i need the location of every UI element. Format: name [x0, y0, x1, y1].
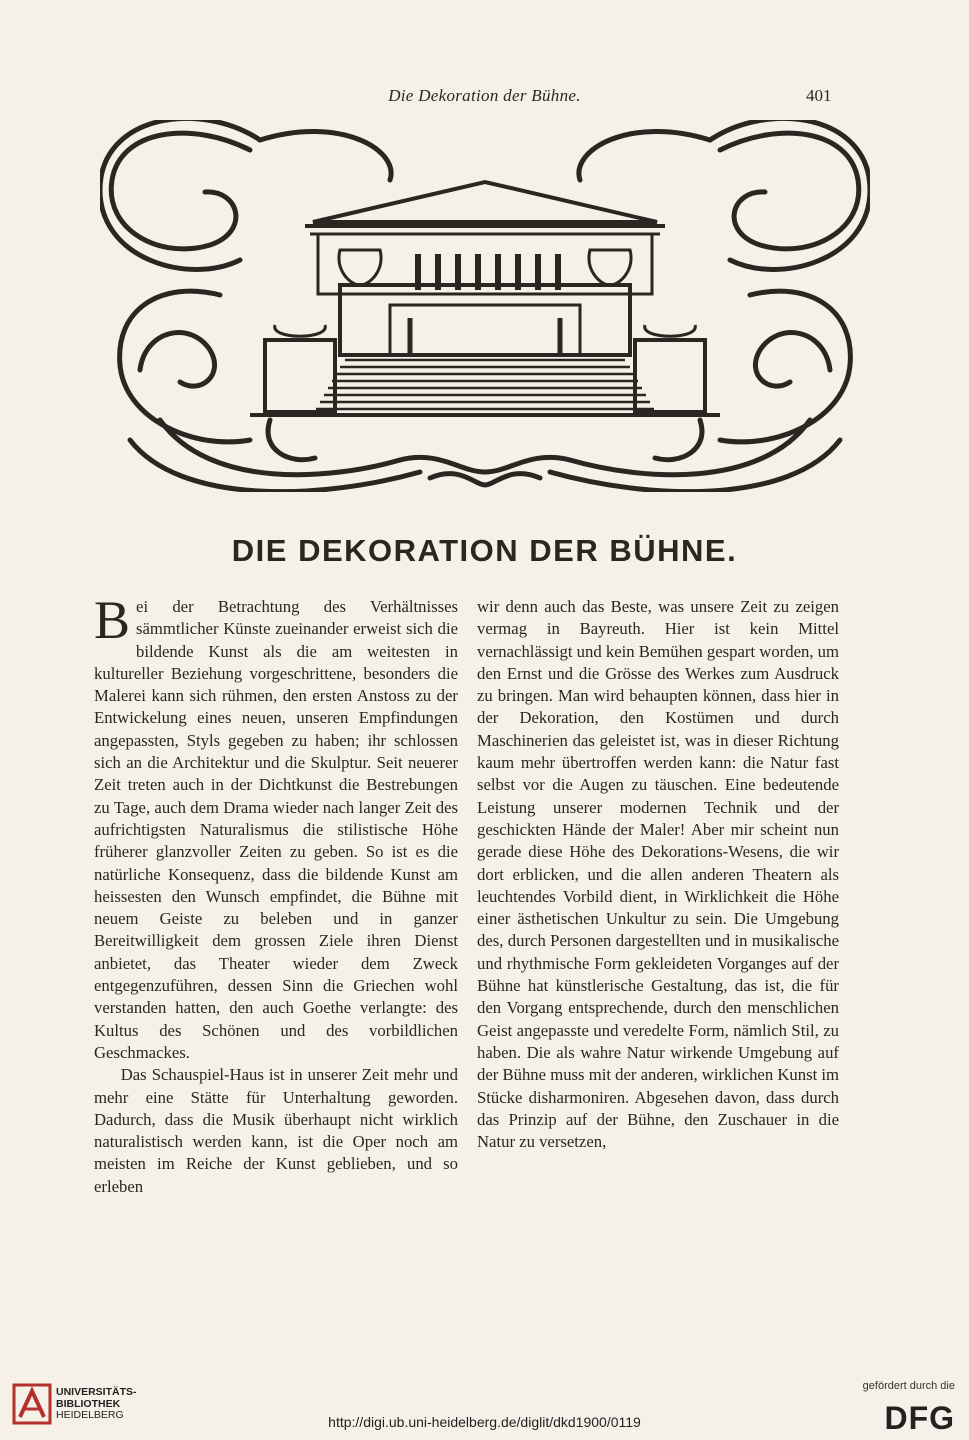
article-title: DIE DEKORATION DER BÜHNE.	[231, 533, 738, 568]
right-column	[477, 596, 839, 1153]
paragraph	[94, 590, 458, 1064]
paragraph: wir denn auch das Beste, was unsere Zeit zu zeigen vermag in Bayreuth. Hier ist kein Mittel vernachlässigt und kein Bemühen gespart worden, um den Ernst und die Grösse des Werkes zum Ausdruck zu bringen. Man wird behaupten können, dass hier in der Dekoration, den Kostümen und durch Maschinerien das geleistet ist, was in dieser Richtung kaum mehr übertroffen werden kann: die Natur fast selbst vor die Augen zu täuschen. Eine bedeutende Leistung unserer modernen Technik und der geschickten Hände der Maler! Aber mir scheint nun gerade diese Höhe des Dekorations-Wesens, die wir dort erblicken, und die allen anderen Theatern als leuchtendes Vorbild dient, in Wirklichkeit die Höhe einer ästhetischen Unkultur zu sein. Die Umgebung des, durch Personen dargestellten und in musikalische und rhythmische Form gekleideten Vorganges auf der Bühne hat künstlerische Gestaltung, das ist, die für den Vorgang entsprechende, durch den menschlichen Geist angepasste und veredelte Form, nämlich Stil, zu haben. Die als wahre Natur wirkende Umgebung auf der Bühne muss mit der anderen, wirklichen Kunst im Stücke disharmoniren. Abgesehen davon, dass durch das Prinzip auf der Bühne, den Zuschauer in die Natur zu versetzen,	[477, 597, 839, 1152]
library-line: UNIVERSITÄTS-	[56, 1386, 137, 1398]
running-title: Die Dekoration der Bühne.	[388, 86, 581, 105]
dfg-logo[interactable]: DFG	[884, 1400, 955, 1436]
library-line: HEIDELBERG	[56, 1409, 124, 1421]
library-line: BIBLIOTHEK	[56, 1397, 121, 1410]
drop-cap: B	[94, 590, 131, 650]
paragraph: Das Schauspiel-Haus ist in unserer Zeit mehr und mehr eine Stätte für Unterhaltung geworden. Dadurch, dass die Musik überhaupt nicht wirklich naturalistisch werden kann, ist die Oper noch am meisten im Reiche der Kunst geblieben, und so erleben	[94, 1065, 458, 1196]
funded-by-label: gefördert durch die	[862, 1380, 955, 1392]
paragraph-text: ei der Betrachtung des Verhältnisses sämmtlicher Künste zueinander erweist sich die bildende Kunst als die am weitesten in kultureller Beziehung vorgeschrittene, besonders die Malerei kann sich rühmen, den ersten Anstoss zu der Entwickelung eines neuen, unseren Empfindungen angepassten, Styls gegeben zu haben; ihr schlossen sich an die Architektur und die Skulptur. Seit neuerer Zeit treten auch in der Dichtkunst die Bestrebungen zu Tage, auch dem Drama wieder nach langer Zeit des aufrichtigsten Naturalismus die stilistische Höhe früherer glanzvoller Zeiten zu geben. So ist es die natürliche Konsequenz, dass die bildende Kunst am heissesten den Wunsch empfindet, die Bühne mit neuem Geiste zu beleben und in ganzer Bereitwilligkeit dem grossen Ziele ihren Dienst anbietet, das Theater wieder dem Zweck entgegenzuführen, dessen Sinn die Griechen wohl verstanden hatten, den auch Goethe verlangte: des Kultus des Schönen und des vorbildlichen Geschmackes.	[94, 597, 458, 1062]
source-url-link[interactable]: http://digi.ub.uni-heidelberg.de/diglit/dkd1900/0119	[328, 1414, 641, 1430]
left-column	[94, 590, 458, 1198]
page-number: 401	[806, 86, 832, 105]
art-nouveau-temple-vignette	[100, 120, 870, 492]
